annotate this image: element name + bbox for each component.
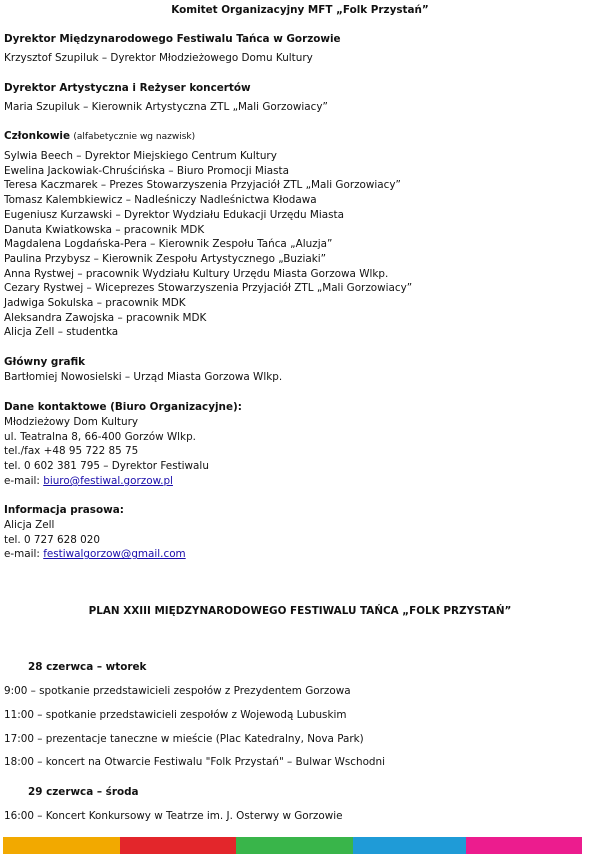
list-item: Teresa Kaczmarek – Prezes Stowarzyszenia Przyjaciół ZTL „Mali Gorzowiacy” [4,179,401,192]
page-title: Komitet Organizacyjny MFT „Folk Przystań” [171,4,429,16]
footer-color-bar-magenta [466,837,582,854]
press-email-link[interactable]: festiwalgorzow@gmail.com [43,548,186,561]
footer-color-bar-orange [3,837,120,854]
list-item: Anna Rystwej – pracownik Wydziału Kultury Urzędu Miasta Gorzowa Wlkp. [4,267,389,280]
list-item: Eugeniusz Kurzawski – Dyrektor Wydziału Edukacji Urzędu Miasta [4,208,344,221]
director-line: Krzysztof Szupiluk – Dyrektor Młodzieżowego Domu Kultury [4,52,313,64]
artistic-heading: Dyrektor Artystyczna i Reżyser koncertów [4,82,251,94]
list-item: Paulina Przybysz – Kierownik Zespołu Artystycznego „Buziaki” [4,252,327,265]
contact-line: Młodzieżowy Dom Kultury [4,416,138,428]
contact-email-row [4,474,173,488]
contact-line: tel. 0 602 381 795 – Dyrektor Festiwalu [4,460,209,473]
contact-email-label: e-mail: [4,474,44,487]
members-heading-row [4,129,195,144]
press-line: Alicja Zell [4,519,55,531]
contact-line: tel./fax +48 95 722 85 75 [4,445,139,458]
list-item: Magdalena Logdańska-Pera – Kierownik Zespołu Tańca „Aluzja” [4,238,333,251]
graphic-heading: Główny grafik [4,356,86,368]
list-item: Jadwiga Sokulska – pracownik MDK [4,297,186,309]
artistic-line: Maria Szupiluk – Kierownik Artystyczna ZTL „Mali Gorzowiacy” [4,101,328,113]
schedule-item: 11:00 – spotkanie przedstawicieli zespołów z Wojewodą Lubuskim [4,709,347,721]
footer-color-bar-green [236,837,353,854]
day-label: 29 czerwca – środa [28,786,139,798]
list-item: Danuta Kwiatkowska – pracownik MDK [4,223,205,236]
contact-line: ul. Teatralna 8, 66-400 Gorzów Wlkp. [4,430,196,443]
schedule-item: 17:00 – prezentacje taneczne w mieście (Plac Katedralny, Nova Park) [4,733,364,745]
footer-color-bar-blue [353,837,466,854]
list-item: Ewelina Jackowiak-Chruścińska – Biuro Promocji Miasta [4,164,289,177]
press-heading: Informacja prasowa: [4,504,124,516]
list-item: Sylwia Beech – Dyrektor Miejskiego Centrum Kultury [4,150,277,162]
day-label: 28 czerwca – wtorek [28,661,147,673]
contact-email-link[interactable]: biuro@festiwal.gorzow.pl [43,474,173,487]
list-item: Cezary Rystwej – Wiceprezes Stowarzyszenia Przyjaciół ZTL „Mali Gorzowiacy” [4,282,413,295]
director-heading: Dyrektor Międzynarodowego Festiwalu Tańca w Gorzowie [4,33,341,45]
plan-title: PLAN XXIII MIĘDZYNARODOWEGO FESTIWALU TAŃCA „FOLK PRZYSTAŃ” [88,605,512,617]
graphic-line: Bartłomiej Nowosielski – Urząd Miasta Gorzowa Wlkp. [4,371,283,383]
press-email-row [4,547,186,561]
press-email-label: e-mail: [4,548,44,561]
list-item: Tomasz Kalembkiewicz – Nadleśniczy Nadleśnictwa Kłodawa [4,194,317,207]
schedule-item: 16:00 – Koncert Konkursowy w Teatrze im. J. Osterwy w Gorzowie [4,810,343,822]
members-note: (alfabetycznie wg nazwisk) [73,132,196,142]
footer-color-bar-red [120,837,236,854]
schedule-item: 9:00 – spotkanie przedstawicieli zespołów z Prezydentem Gorzowa [4,685,351,697]
members-heading: Członkowie [4,130,71,142]
list-item: Aleksandra Zawojska – pracownik MDK [4,311,207,324]
schedule-item: 18:00 – koncert na Otwarcie Festiwalu "Folk Przystań" – Bulwar Wschodni [4,756,385,768]
list-item: Alicja Zell – studentka [4,326,119,339]
press-line: tel. 0 727 628 020 [4,533,100,546]
contact-heading: Dane kontaktowe (Biuro Organizacyjne): [4,401,242,413]
